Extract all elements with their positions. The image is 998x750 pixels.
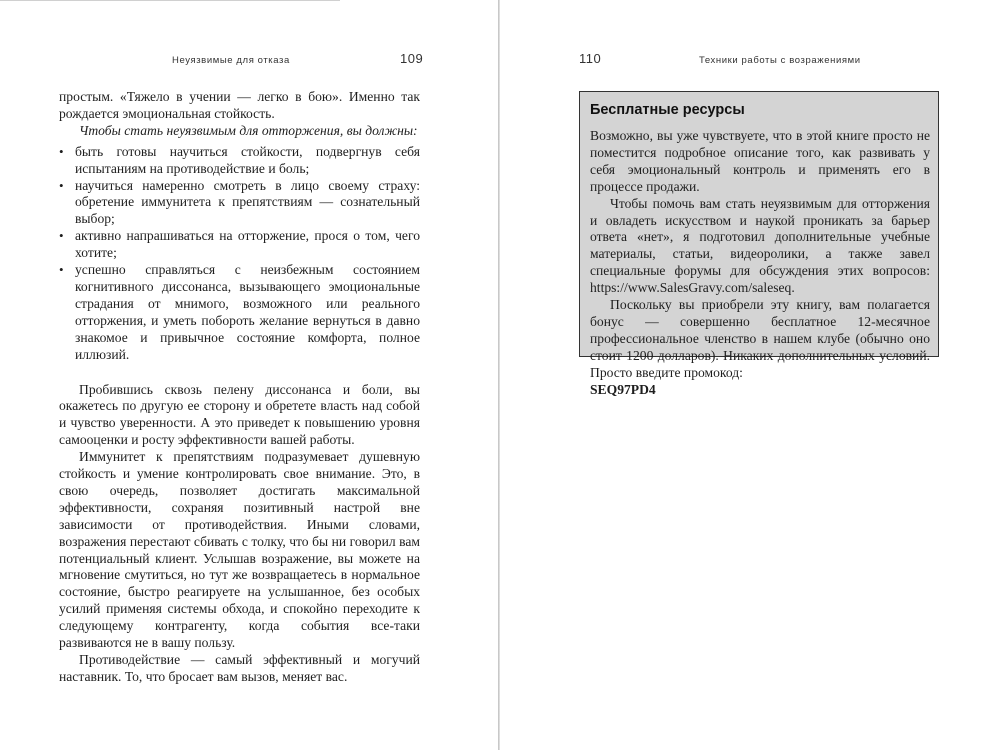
promo-code: SEQ97PD4 (590, 381, 656, 397)
running-head-right: Техники работы с возражениями (699, 55, 861, 66)
paragraph: простым. «Тяжело в учении — легко в бою». Именно так рождается эмоциональная стойкость. (59, 89, 420, 121)
right-page (500, 0, 998, 750)
free-resources-box (579, 91, 939, 397)
paragraph: Противодействие — самый эффективный и могучий наставник. То, что бросает вам вызов, меняет вас. (59, 652, 420, 684)
bullet-list (59, 144, 420, 364)
sidebar-paragraph: Чтобы помочь вам стать неуязвимым для отторжения и овладеть искусством и наукой проникать за барьер ответа «нет», я подготовил дополнительные учебные материалы, статьи, видеоролики, а также завел специальные форумы для обсуждения этих вопросов: https://www.SalesGravy.com/saleseq. (590, 195, 930, 296)
page-number-right: 110 (579, 51, 602, 66)
list-item: • успешно справляться с неизбежным состоянием когнитивного диссонанса, вызывающего эмоциональные страдания от мнимого, возможного или реального отторжения, и уметь побороть желание вернуться в давно знакомое и привычное состояние комфорта, полное иллюзий. (59, 262, 420, 363)
list-intro: Чтобы стать неуязвимым для отторжения, вы должны: (79, 122, 418, 138)
list-item: • активно напрашиваться на отторжение, прося о том, чего хотите; (59, 228, 420, 262)
sidebar-title: Бесплатные ресурсы (590, 102, 745, 118)
page-number-left: 109 (400, 51, 424, 66)
page-edge-line (0, 0, 340, 1)
list-item: • научиться намеренно смотреть в лицо своему страху: обретение иммунитета к препятствиям — сознательный выбор; (59, 178, 420, 229)
paragraph: Иммунитет к препятствиям подразумевает душевную стойкость и умение контролировать свое внимание. Это, в свою очередь, позволяет достигать максимальной эффективности, сохраняя позитивный настрой вне зависимости от противодействия. Иными словами, возражения перестают сбивать с толку, что бы ни говорил вам потенциальный клиент. Услышав возражение, вы можете на мгновение смутиться, но тут же возвращаетесь в нормальное состояние, быстро реагируете на услышанное, без особых усилий применяя системы обхода, и спокойно переходите к следующему контрагенту, когда события все-таки развиваются не в вашу пользу. (59, 449, 420, 651)
sidebar-text: Поскольку вы приобрели эту книгу, вам полагается бонус — совершенно бесплатное 12-месячное профессиональное членство в нашем клубе (обычно оно стоит 1200 долларов). Никаких дополнительных условий. Просто введите промокод: (590, 297, 930, 380)
left-text-column (59, 89, 420, 686)
list-item: • быть готовы научиться стойкости, подвергнув себя испытаниям на противодействие и боль; (59, 144, 420, 178)
sidebar-paragraph: Возможно, вы уже чувствуете, что в этой книге просто не поместится подробное описание того, как развивать у себя эмоциональный контроль и применять его в процессе продажи. (590, 128, 930, 194)
running-head-left: Неуязвимые для отказа (172, 55, 290, 66)
paragraph: Пробившись сквозь пелену диссонанса и боли, вы окажетесь по другую ее сторону и обретете власть над собой и чувство уверенности. А это приведет к повышению уровня самооценки и росту эффективности вашей работы. (59, 381, 420, 448)
sidebar-paragraph (590, 297, 930, 398)
